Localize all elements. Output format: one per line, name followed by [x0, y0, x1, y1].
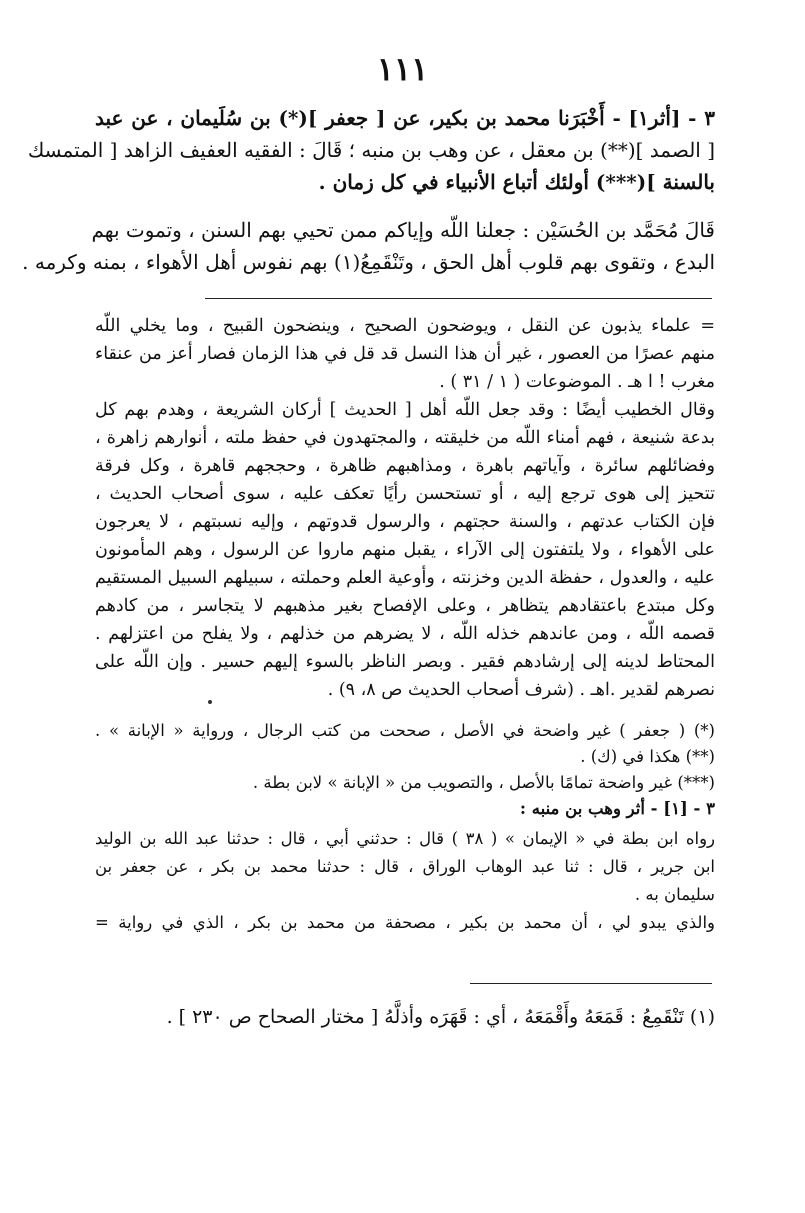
commentary-line: وفضائلهم سائرة ، وآياتهم باهرة ، ومذاهبهم ظاهرة ، وحججهم قاهرة ، وكل فرقة [95, 456, 715, 476]
commentary-line: نصرهم لقدير .اهـ . (شرف أصحاب الحديث ص ٨، ٩) . [327, 680, 715, 700]
commentary-line: المحتاط لدينه إلى إرشادهم فقير . وبصر الناظر بالسوء إليهم حسير . وإن اللّه على [95, 652, 715, 672]
takhrij-heading: ٣ - [١] - أثر وهب بن منبه : [519, 799, 715, 818]
commentary-line: بدعة شنيعة ، فهم أمناء اللّه من خليقته ، والمجتهدون في حفظ ملته ، أنوارهم زاهرة ، [95, 428, 715, 448]
commentary-line: وكل مبتدع باعتقادهم يتظاهر ، وعلى الإفصاح بغير مذهبهم لا يتجاسر ، من كادهم [95, 596, 715, 616]
commentary-line: تتحيز إلى هوى ترجع إليه ، أو تستحسن رأيًا تعكف عليه ، سوى أصحاب الحديث ، [95, 484, 715, 504]
main-text-line: قَالَ مُحَمَّد بن الحُسَيْن : جعلنا اللّه وإياكم ممن تحيي بهم السنن ، وتموت بهم [91, 218, 715, 242]
editor-note: (***) غير واضحة تمامًا بالأصل ، والتصويب من « الإبانة » لابن بطة . [252, 773, 715, 792]
commentary-line: منهم عصرًا من العصور ، غير أن هذا النسل قد قل في هذا الزمان فصار أعز من عنقاء [95, 344, 715, 364]
main-text-line: البدع ، وتقوى بهم قلوب أهل الحق ، وتَنْقَمِعُ(١) بهم نفوس أهل الأهواء ، بمنه وكرمه . [22, 250, 715, 274]
takhrij-line: والذي يبدو لي ، أن محمد بن بكير ، مصحفة من محمد بن بكر ، الذي في رواية = [95, 913, 716, 932]
commentary-line: عليه ، والعدول ، حفظة الدين وخزنته ، وأوعية العلم وحملته ، سبيلهم السبيل المستقيم [95, 568, 715, 588]
commentary-line: على الأهواء ، ولا يلتفتون إلى الآراء ، يقبل منهم ماروا عن الرسول ، وهم المأمونون [95, 540, 715, 560]
commentary-line: = علماء يذبون عن النقل ، ويوضحون الصحيح ، وينضحون القبيح ، وما يخلي اللّه [95, 316, 715, 336]
commentary-line: فإن الكتاب عدتهم ، والسنة حجتهم ، والرسول قدوتهم ، وإليه نسبتهم ، لا يعرجون [95, 512, 715, 532]
editor-note: (**) هكذا في (ك) . [580, 747, 715, 766]
takhrij-line: ابن جرير ، قال : ثنا عبد الوهاب الوراق ، قال : حدثنا محمد بن بكر ، عن جعفر بن [95, 857, 715, 876]
commentary-line: قصمه اللّه ، ومن عاندهم خذله اللّه ، لا يضرهم من خذلهم ، ولا يفلح من اعتزلهم . [95, 624, 715, 644]
footnote: (١) تَنْقَمِعُ : قَمَعَهُ وأَقْمَعَهُ ، أي : قَهَرَه وأذلَّهُ [ مختار الصحاح ص ٢٣٠ ] . [166, 1006, 715, 1028]
editor-note: (*) ( جعفر ) غير واضحة في الأصل ، صححت من كتب الرجال ، ورواية « الإبانة » . [95, 721, 715, 740]
main-text-line: ٣ - [أثر١] - أَخْبَرَنا محمد بن بكير، عن [ جعفر ](*) بن سُلَيمان ، عن عبد [95, 106, 715, 130]
footnote-divider [470, 983, 712, 984]
takhrij-line: سليمان به . [634, 885, 715, 904]
commentary-line: مغرب ! ا هـ . الموضوعات ( ١ / ٣١ ) . [439, 372, 715, 392]
main-text-line: [ الصمد ](**) بن معقل ، عن وهب بن منبه ؛ قَالَ : الفقيه العفيف الزاهد [ المتمسك [27, 138, 715, 162]
main-text-line: بالسنة ](***) أولئك أتباع الأنبياء في كل زمان . [318, 170, 715, 194]
commentary-line: وقال الخطيب أيضًا : وقد جعل اللّه أهل [ الحديث ] أركان الشريعة ، وهدم بهم كل [95, 400, 715, 420]
print-speck [208, 700, 212, 704]
page-number: ١١١ [376, 50, 429, 88]
takhrij-line: رواه ابن بطة في « الإيمان » ( ٣٨ ) قال : حدثني أبي ، قال : حدثنا عبد الله بن الوليد [95, 829, 715, 848]
main-text-divider [205, 298, 712, 299]
